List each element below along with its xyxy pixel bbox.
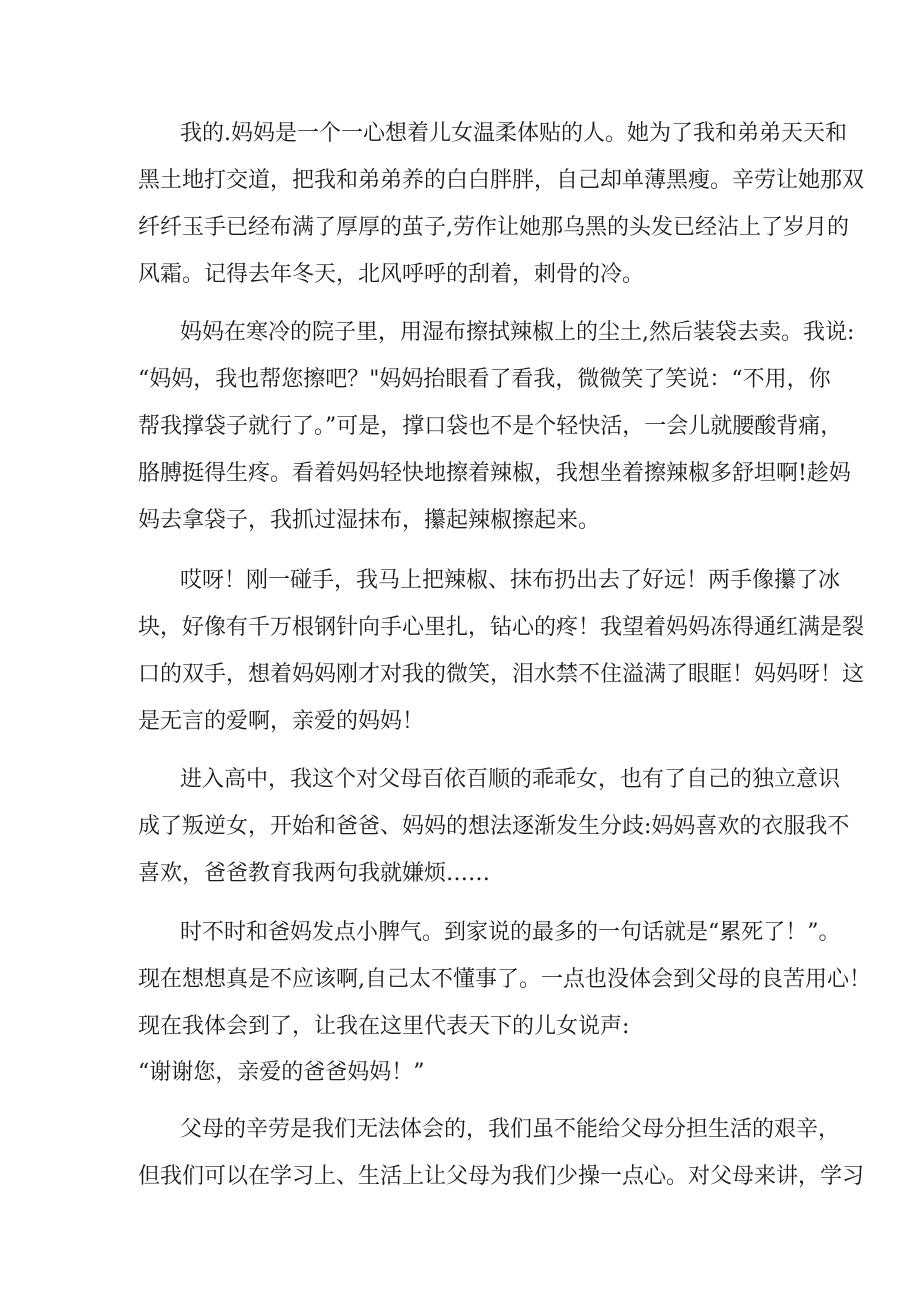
text-line: 纤纤玉手已经布满了厚厚的茧子,劳作让她那乌黑的头发已经沾上了岁月的 xyxy=(138,215,849,240)
text-line: 是无言的爱啊，亲爱的妈妈！ xyxy=(138,709,425,734)
text-line: 块，好像有千万根钢针向手心里扎，钻心的疼！我望着妈妈冻得通红满是裂 xyxy=(138,615,865,640)
text-line: “妈妈，我也帮您擦吧？"妈妈抬眼看了看我，微微笑了笑说：“不用，你 xyxy=(138,367,831,392)
text-line: 进入高中，我这个对父母百依百顺的乖乖女，也有了自己的独立意识 xyxy=(180,767,841,792)
text-line: “谢谢您，亲爱的爸爸妈妈！” xyxy=(138,1060,425,1085)
text-line: 口的双手，想着妈妈刚才对我的微笑，泪水禁不住溢满了眼眶！妈妈呀！这 xyxy=(138,662,865,687)
text-line: 成了叛逆女，开始和爸爸、妈妈的想法逐渐发生分歧:妈妈喜欢的衣服我不 xyxy=(138,814,850,839)
text-line: 但我们可以在学习上、生活上让父母为我们少操一点心。对父母来讲，学习 xyxy=(138,1164,865,1189)
text-line: 胳膊挺得生疼。看着妈妈轻快地擦着辣椒，我想坐着擦辣椒多舒坦啊!趁妈 xyxy=(138,461,851,486)
text-line: 我的.妈妈是一个一心想着儿女温柔体贴的人。她为了我和弟弟天天和 xyxy=(180,121,847,146)
text-line: 父母的辛劳是我们无法体会的，我们虽不能给父母分担生活的艰辛， xyxy=(180,1117,841,1142)
text-line: 黑土地打交道，把我和弟弟养的白白胖胖，自己却单薄黑瘦。辛劳让她那双 xyxy=(138,168,865,193)
text-line: 妈妈在寒冷的院子里，用湿布擦拭辣椒上的尘土,然后装袋去卖。我说: xyxy=(180,320,855,345)
text-line: 现在想想真是不应该啊,自己太不懂事了。一点也没体会到父母的良苦用心！ xyxy=(138,967,871,992)
text-line: 哎呀！刚一碰手，我马上把辣椒、抹布扔出去了好远！两手像攥了冰 xyxy=(180,568,841,593)
text-line: 时不时和爸妈发点小脾气。到家说的最多的一句话就是“累死了！”。 xyxy=(180,920,841,945)
text-line: 现在我体会到了，让我在这里代表天下的儿女说声: xyxy=(138,1014,630,1039)
text-line: 帮我撑袋子就行了。”可是，撑口袋也不是个轻快活，一会儿就腰酸背痛， xyxy=(138,414,843,439)
text-line: 妈去拿袋子，我抓过湿抹布，攥起辣椒擦起来。 xyxy=(138,508,601,533)
text-line: 风霜。记得去年冬天，北风呼呼的刮着，刺骨的冷。 xyxy=(138,262,645,287)
text-line: 喜欢，爸爸教育我两句我就嫌烦…… xyxy=(138,861,491,886)
